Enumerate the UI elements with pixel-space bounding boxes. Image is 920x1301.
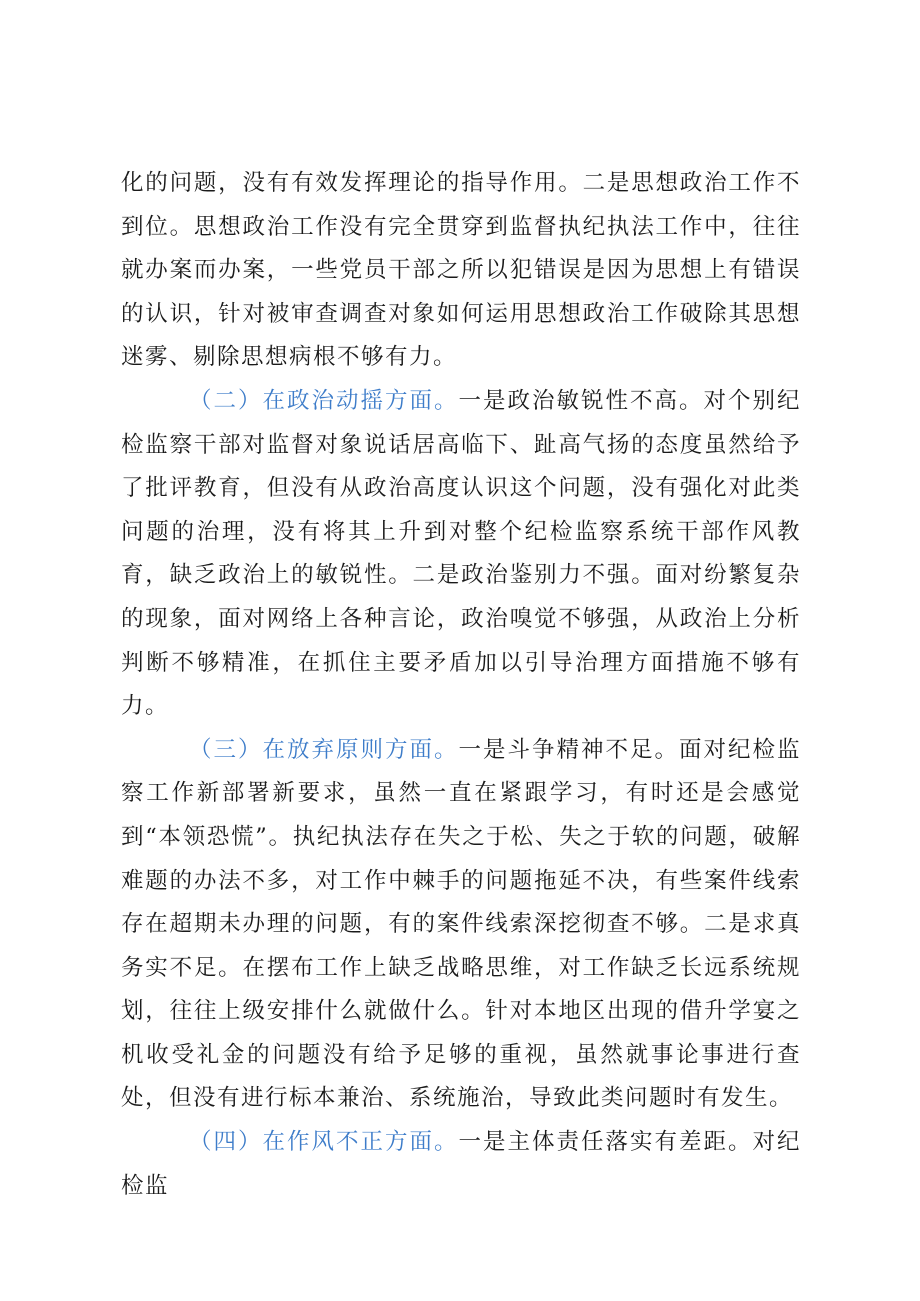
paragraph-4-text: 一是主体责任落实有差距。对纪检监 (121, 1129, 801, 1199)
paragraph-1-text: 化的问题，没有有效发挥理论的指导作用。二是思想政治工作不到位。思想政治工作没有完全贯穿到监督执纪执法工作中，往往就办案而办案，一些党员干部之所以犯错误是因为思想上有错误的认识，针对被审查调查对象如何运用思想政治工作破除其思想迷雾、剔除思想病根不够有力。 (121, 170, 801, 371)
paragraph-2 (121, 380, 801, 729)
section-heading-2: （二）在政治动摇方面。 (189, 387, 459, 414)
paragraph-4 (121, 1121, 801, 1208)
paragraph-2-text: 一是政治敏锐性不高。对个别纪检监察干部对监督对象说话居高临下、趾高气扬的态度虽然给予了批评教育，但没有从政治高度认识这个问题，没有强化对此类问题的治理，没有将其上升到对整个纪检监察系统干部作风教育，缺乏政治上的敏锐性。二是政治鉴别力不强。面对纷繁复杂的现象，面对网络上各种言论，政治嗅觉不够强，从政治上分析判断不够精准，在抓住主要矛盾加以引导治理方面措施不够有力。 (121, 387, 801, 720)
paragraph-3 (121, 729, 801, 1121)
section-heading-3: （三）在放弃原则方面。 (189, 736, 459, 763)
paragraph-1 (121, 162, 801, 380)
document-body (121, 162, 801, 1208)
section-heading-4: （四）在作风不正方面。 (189, 1129, 459, 1156)
paragraph-3-text: 一是斗争精神不足。面对纪检监察工作新部署新要求，虽然一直在紧跟学习，有时还是会感觉到“本领恐慌”。执纪执法存在失之于松、失之于软的问题，破解难题的办法不多，对工作中棘手的问题拖延不决，有些案件线索存在超期未办理的问题，有的案件线索深挖彻查不够。二是求真务实不足。在摆布工作上缺乏战略思维，对工作缺乏长远系统规划，往往上级安排什么就做什么。针对本地区出现的借升学宴之机收受礼金的问题没有给予足够的重视，虽然就事论事进行查处，但没有进行标本兼治、系统施治，导致此类问题时有发生。 (121, 736, 801, 1112)
